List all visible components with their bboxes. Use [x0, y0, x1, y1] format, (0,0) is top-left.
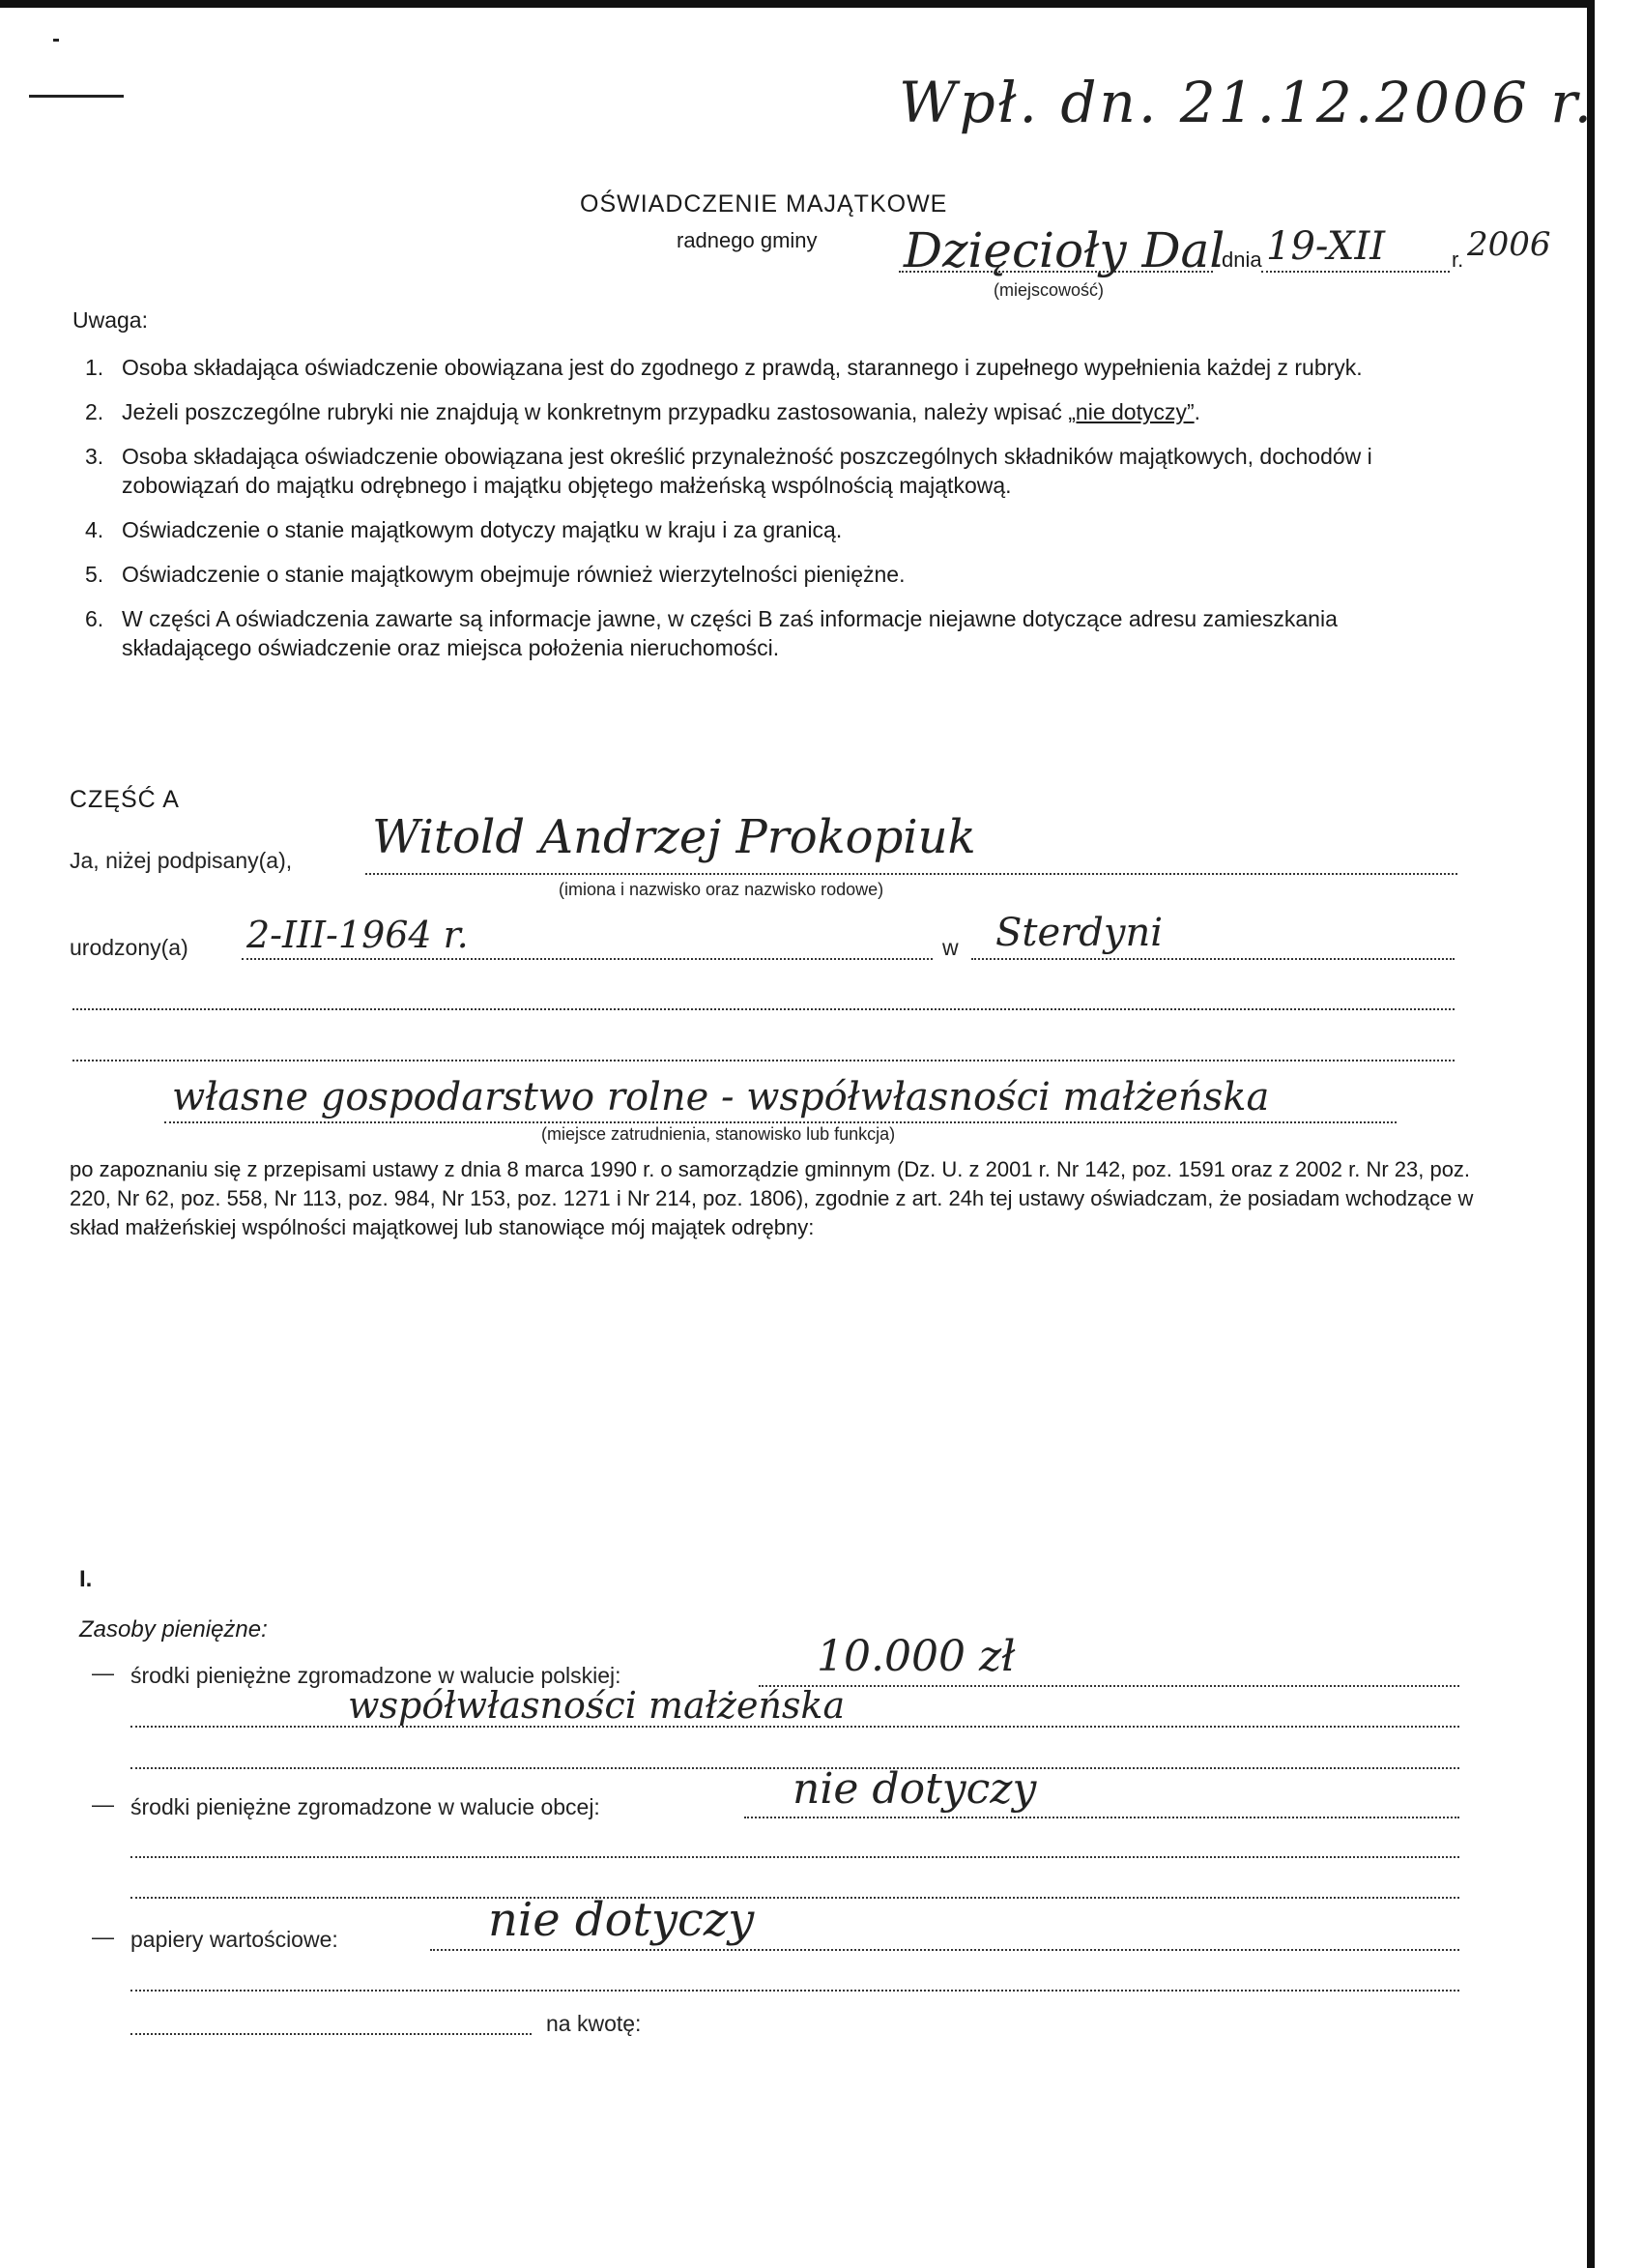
bullet-dash: —: [92, 1924, 114, 1949]
blank-line: [72, 1008, 1455, 1010]
note-number: 2.: [85, 399, 104, 424]
scan-border-right: [1587, 0, 1595, 2268]
notes-list: [77, 353, 1469, 678]
employment-field[interactable]: własne gospodarstwo rolne - współwłasności małżeńska: [172, 1075, 1270, 1119]
place-caption: (miejscowość): [994, 280, 1105, 300]
scan-mark: [53, 39, 59, 42]
employment-caption: (miejsce zatrudnienia, stanowisko lub funkcja): [541, 1124, 896, 1144]
year-field[interactable]: 2006: [1467, 225, 1551, 264]
note-text: Oświadczenie o stanie majątkowym obejmuje również wierzytelności pieniężne.: [122, 562, 906, 587]
bullet-dash: —: [92, 1660, 114, 1685]
birth-label: urodzony(a): [70, 935, 188, 960]
note-tail: .: [1194, 399, 1201, 424]
foreign-funds-field[interactable]: nie dotyczy: [793, 1764, 1037, 1814]
note-number: 3.: [85, 444, 104, 469]
note-text: Osoba składająca oświadczenie obowiązana jest określić przynależność poszczególnych składników majątkowych, dochodów i zobowiązań do majątku odrębnego i majątku objętego małżeńską wspólnością majątkową.: [122, 444, 1372, 498]
place-field[interactable]: Dzięcioły Dal: [904, 222, 1225, 278]
foreign-funds-label: środki pieniężne zgromadzone w walucie obcej:: [130, 1794, 600, 1819]
date-suffix: r.: [1452, 247, 1464, 272]
securities-line: [430, 1949, 1459, 1951]
document-subtitle: radnego gminy: [677, 228, 818, 252]
notes-heading: Uwaga:: [72, 307, 148, 333]
note-quote: „nie dotyczy”: [1068, 399, 1195, 424]
scan-border-top: [0, 0, 1595, 8]
blank-line: [130, 1856, 1459, 1858]
document-title: OŚWIADCZENIE MAJĄTKOWE: [580, 190, 948, 218]
blank-line: [130, 1990, 1459, 1992]
date-field-line: [1261, 271, 1450, 273]
declaration-intro: po zapoznaniu się z przepisami ustawy z dnia 8 marca 1990 r. o samorządzie gminnym (Dz. U. z 2001 r. Nr 142, poz. 1591 oraz z 2002 r. Nr 23, poz. 220, Nr 62, poz. 558, Nr 113, poz. 984, Nr 153, poz. 1271 i Nr 214, poz. 1806), zgodnie z art. 24h tej ustawy oświadczam, że posiadam wchodzące w skład małżeńskiej wspólności majątkowej lub stanowiące mój majątek odrębny:: [70, 1157, 1474, 1239]
note-item: [77, 353, 1469, 382]
birth-place-field[interactable]: Sterdyni: [995, 911, 1164, 955]
blank-line: [130, 1897, 1459, 1899]
note-item: [77, 604, 1469, 662]
pln-funds-line: [759, 1685, 1459, 1687]
blank-line: [72, 1060, 1455, 1061]
note-item: [77, 442, 1469, 500]
note-text: Oświadczenie o stanie majątkowym dotyczy majątku w kraju i za granicą.: [122, 517, 843, 542]
note-text: Jeżeli poszczególne rubryki nie znajdują w konkretnym przypadku zastosowania, należy wpisać: [122, 399, 1062, 424]
name-field[interactable]: Witold Andrzej Prokopiuk: [372, 810, 976, 864]
note-number: 1.: [85, 355, 104, 380]
section-number: I.: [79, 1566, 93, 1592]
pln-funds-field[interactable]: 10.000 zł: [817, 1632, 1016, 1681]
note-number: 6.: [85, 606, 104, 631]
birth-place-line: [971, 958, 1455, 960]
handwritten-filing-note: Wpł. dn. 21.12.2006 r.: [899, 70, 1596, 135]
scan-mark: [29, 95, 124, 98]
note-item: [77, 397, 1469, 426]
name-field-line: [365, 873, 1457, 875]
name-label: Ja, niżej podpisany(a),: [70, 848, 293, 873]
note-item: [77, 515, 1469, 544]
amount-label: na kwotę:: [546, 2011, 642, 2036]
part-a-title: CZĘŚĆ A: [70, 786, 180, 813]
note-number: 5.: [85, 562, 104, 587]
bullet-dash: —: [92, 1791, 114, 1817]
birth-date-line: [242, 958, 933, 960]
pln-funds-note[interactable]: współwłasności małżeńska: [348, 1684, 846, 1727]
date-label: dnia: [1222, 247, 1262, 272]
pln-funds-label: środki pieniężne zgromadzone w walucie polskiej:: [130, 1663, 621, 1688]
name-caption: (imiona i nazwisko oraz nazwisko rodowe): [559, 880, 884, 899]
note-text: Osoba składająca oświadczenie obowiązana jest do zgodnego z prawdą, starannego i zupełnego wypełnienia każdej z rubryk.: [122, 355, 1363, 380]
securities-field[interactable]: nie dotyczy: [488, 1893, 755, 1947]
securities-label: papiery wartościowe:: [130, 1927, 338, 1952]
note-text: W części A oświadczenia zawarte są informacje jawne, w części B zaś informacje niejawne dotyczące adresu zamieszkania składającego oświadczenie oraz miejsca położenia nieruchomości.: [122, 606, 1338, 660]
birth-date-field[interactable]: 2-III-1964 r.: [246, 914, 469, 956]
employment-field-line: [164, 1121, 1397, 1123]
note-number: 4.: [85, 517, 104, 542]
birth-place-label: w: [942, 935, 959, 960]
note-item: [77, 560, 1469, 589]
foreign-funds-line: [744, 1817, 1459, 1818]
section-title: Zasoby pieniężne:: [79, 1616, 268, 1643]
date-field[interactable]: 19-XII: [1266, 224, 1386, 269]
amount-line-left: [130, 2033, 532, 2035]
